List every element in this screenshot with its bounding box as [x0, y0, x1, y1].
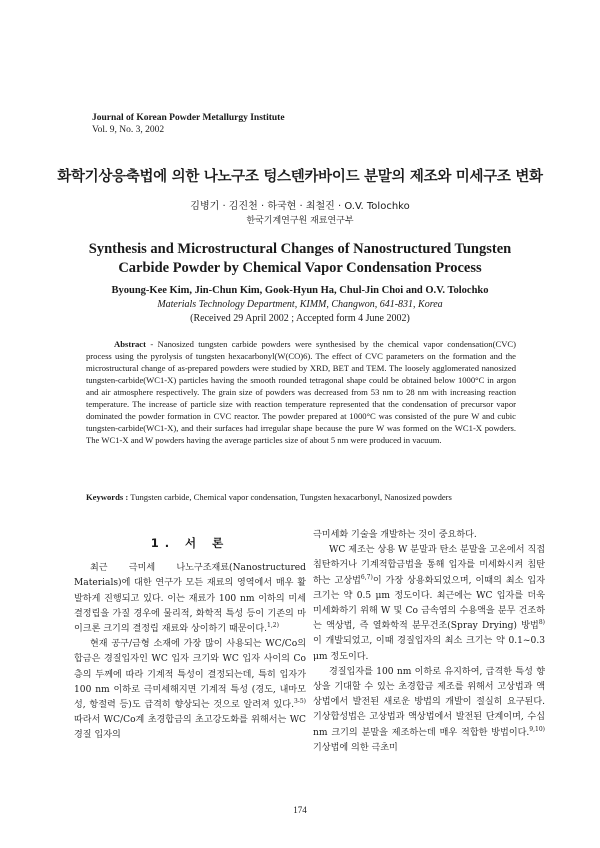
received-date: (Received 29 April 2002 ; Accepted form 4 June 2002): [190, 313, 410, 324]
body-column-left: [74, 528, 306, 744]
korean-authors: 김병기 · 김진천 · 하국현 · 최철진 · O.V. Tolochko: [190, 201, 410, 212]
korean-title: 화학기상응축법에 의한 나노구조 텅스텐카바이드 분말의 제조와 미세구조 변화: [57, 169, 543, 185]
page-number: 174: [293, 805, 307, 815]
paragraph: 경질입자를 100 nm 이하로 유지하여, 급격한 특성 향상을 기대할 수 있는 초경합금 제조를 위해서 고상법과 액상법에서 발전된 새로운 방법의 개발이 절실히 요구된다. 기상합성법은 고상법과 액상법에서 발전된 단계이며, 수십 nm 크기의 분말을 제조하는데 매우 적합한 방법이다.$^{9,10)}$ 기상법에 의한 극초미: [313, 666, 545, 753]
korean-affiliation: 한국기계연구원 재료연구부: [246, 216, 354, 226]
reference-mark: 6,7): [360, 573, 373, 581]
reference-mark: 8): [538, 619, 545, 627]
paragraph: 현재 공구/금형 소재에 가장 많이 사용되는 WC/Co의 합금은 경질입자인 WC 입자 크기와 WC 입자 사이의 Co층의 두께에 따라 기계적 특성이 결정되는데, 특히 입자가 100 nm 이하로 극미세해지면 기계적 특성 (경도, 내마모성, 항절력 등)도 급격히 향상되는 것으로 알려져 있다.$^{3-5)}$ 따라서 WC/Co계 초경합금의 초고강도화를 위해서는 WC 경질 입자의: [74, 639, 306, 741]
english-affiliation: Materials Technology Department, KIMM, Changwon, 641-831, Korea: [157, 299, 443, 310]
abstract-text: - Nanosized tungsten carbide powders were synthesised by the chemical vapor condensation(CVC) process using the pyrolysis of tungsten hexacarbonyl(W(CO)6). The effect of CVC parameters on the formation and the microstructural change of as-prepared powders were studied by XRD, BET and TEM. The loosely agglomerated nanosized tungsten-carbide(WC1-X) particles having the smooth rounded tetragonal shape could be obtained below 1000°C in argon and air atmosphere respectively. The grain size of powders was decreased from 53 nm to 28 nm with increasing reaction temperature. The increase of particle size with reaction temperature represented that the condensation of precursor vapor dominated the powder formation in CVC reactor. The powder prepared at 1000°C was consisted of the pure W and cubic tungsten-carbide(WC1-X), and their surfaces had irregular shape because the pure W was formed on the WC1-X powders. The WC1-X and W powders having the average particles size of about 5 nm were produced in vacuum.: [86, 339, 516, 445]
paragraph: WC 제조는 상용 W 분말과 탄소 분말을 고온에서 직접 침탄하거나 기계적합금법을 통해 입자를 미세화시켜 침탄하는 고상법$^{6,7)}$이 가장 상용화되었으며, 이때의 최소 입자크기는 약 0.5 μm 정도이다. 최근에는 WC 입자를 더욱 미세화하기 위해 W 및 Co 금속염의 수용액을 분무 건조하는 액상법, 즉 열화학적 분무건조(Spray Drying) 방법$^{8)}$이 개발되었고, 이때 경질입자의 최소 크기는 약 0.1~0.3 μm 정도이다.: [313, 545, 545, 662]
journal-volume: Vol. 9, No. 3, 2002: [92, 125, 165, 135]
journal-header: [92, 112, 285, 136]
section-heading: 1. 서 론: [150, 536, 230, 550]
english-title: [0, 240, 600, 278]
english-authors: Byoung-Kee Kim, Jin-Chun Kim, Gook-Hyun Ha, Chul-Jin Choi and O.V. Tolochko: [111, 285, 489, 296]
keywords-text: Tungsten carbide, Chemical vapor condensation, Tungsten hexacarbonyl, Nanosized powders: [128, 492, 452, 502]
keywords: [86, 492, 526, 502]
reference-mark: 1,2): [267, 621, 279, 629]
english-title-line2: Carbide Powder by Chemical Vapor Condensation Process: [118, 260, 482, 276]
keywords-label: Keywords :: [86, 492, 129, 502]
english-title-line1: Synthesis and Microstructural Changes of Nanostructured Tungsten: [88, 241, 512, 257]
reference-mark: 3-5): [293, 698, 306, 705]
paragraph: 극미세화 기술을 개발하는 것이 중요하다.: [313, 530, 477, 540]
reference-mark: 9,10): [529, 725, 545, 733]
abstract-label: Abstract: [114, 339, 146, 349]
journal-name: Journal of Korean Powder Metallurgy Institute: [92, 113, 285, 123]
abstract: [86, 338, 516, 446]
body-column-right: [313, 528, 545, 756]
paragraph: 최근 극미세 나노구조재료(Nanostructured Materials)에 대한 연구가 모든 재료의 영역에서 매우 활발하게 진행되고 있다. 이는 재료가 100 nm 이하의 미세결정립을 가질 경우에 물리적, 화학적 특성 등이 기존의 마이크론 크기의 결정립 재료와 상이하기 때문이다.$^{1,2)}$: [74, 563, 306, 635]
